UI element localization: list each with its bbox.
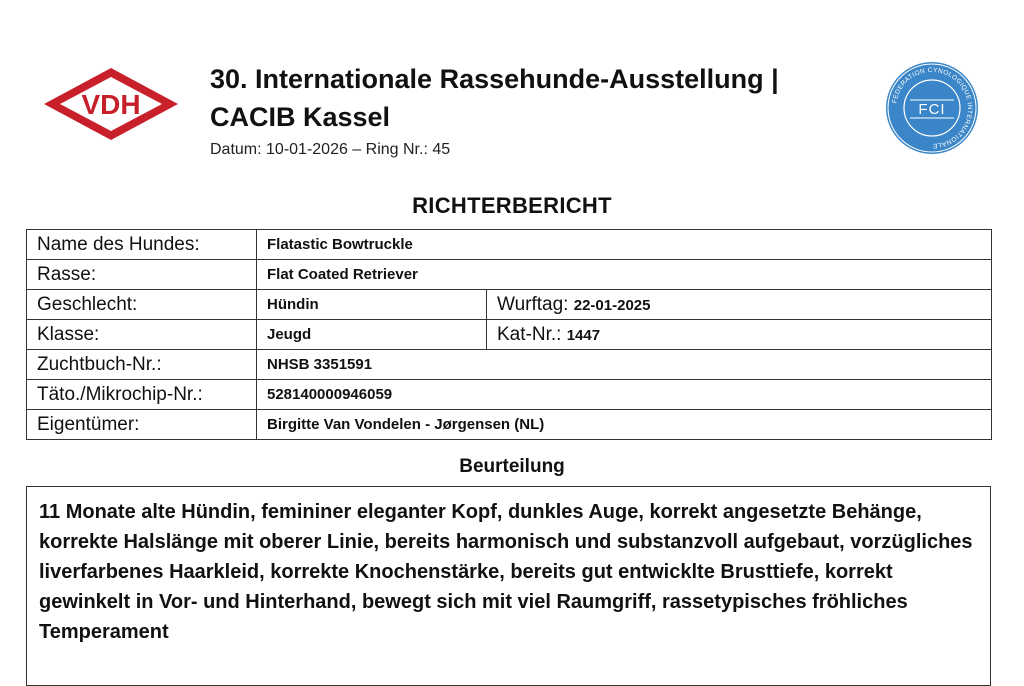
table-row	[27, 380, 992, 410]
catalog-label: Kat-Nr.:	[497, 323, 562, 345]
fci-logo	[884, 60, 980, 156]
page-title: 30. Internationale Rassehunde-Ausstellung | CACIB Kassel	[210, 64, 779, 132]
table-row	[27, 320, 992, 350]
studbook-label: Zuchtbuch-Nr.:	[27, 350, 257, 380]
date-ring-line: Datum: 10-01-2026 – Ring Nr.: 45	[210, 141, 451, 158]
table-row	[27, 260, 992, 290]
assessment-heading: Beurteilung	[459, 456, 565, 477]
report-title: RICHTERBERICHT	[412, 193, 612, 218]
vdh-logo-text: VDH	[81, 89, 141, 120]
class-value: Jeugd	[257, 320, 487, 350]
assessment-text: 11 Monate alte Hündin, femininer eleganter Kopf, dunkles Auge, korrekt angesetzte Behänge, korrekte Halslänge mit oberer Linie, bereits harmonisch und substanzvoll aufgebaut, vorzügliches liverfarbenes Haarkleid, korrekte Knochenstärke, bereits gut entwicklte Brusttiefe, korrekt gewinkelt in Vor- und Hinterhand, bewegt sich mit viel Raumgriff, rassetypisches fröhliches Temperament	[39, 501, 973, 643]
breed-value: Flat Coated Retriever	[257, 260, 992, 290]
sex-label: Geschlecht:	[27, 290, 257, 320]
table-row	[27, 410, 992, 440]
studbook-value: NHSB 3351591	[257, 350, 992, 380]
owner-value: Birgitte Van Vondelen - Jørgensen (NL)	[257, 410, 992, 440]
chip-label: Täto./Mikrochip-Nr.:	[27, 380, 257, 410]
name-label: Name des Hundes:	[27, 230, 257, 260]
table-row	[27, 350, 992, 380]
table-row	[27, 230, 992, 260]
fci-logo-text: FCI	[918, 101, 946, 118]
birthdate-label: Wurftag:	[497, 293, 569, 315]
birthdate-cell	[487, 290, 992, 320]
chip-value: 528140000946059	[257, 380, 992, 410]
sex-value: Hündin	[257, 290, 487, 320]
catalog-cell	[487, 320, 992, 350]
assessment-box	[26, 486, 991, 686]
owner-label: Eigentümer:	[27, 410, 257, 440]
class-label: Klasse:	[27, 320, 257, 350]
catalog-value: 1447	[566, 326, 601, 344]
fci-ring-text: FEDERATION CYNOLOGIQUE INTERNATIONALE	[891, 66, 974, 150]
name-value: Flatastic Bowtruckle	[257, 230, 992, 260]
table-row	[27, 290, 992, 320]
birthdate-value: 22-01-2025	[573, 296, 651, 314]
breed-label: Rasse:	[27, 260, 257, 290]
dog-info-table	[26, 229, 992, 440]
vdh-logo	[40, 64, 182, 144]
